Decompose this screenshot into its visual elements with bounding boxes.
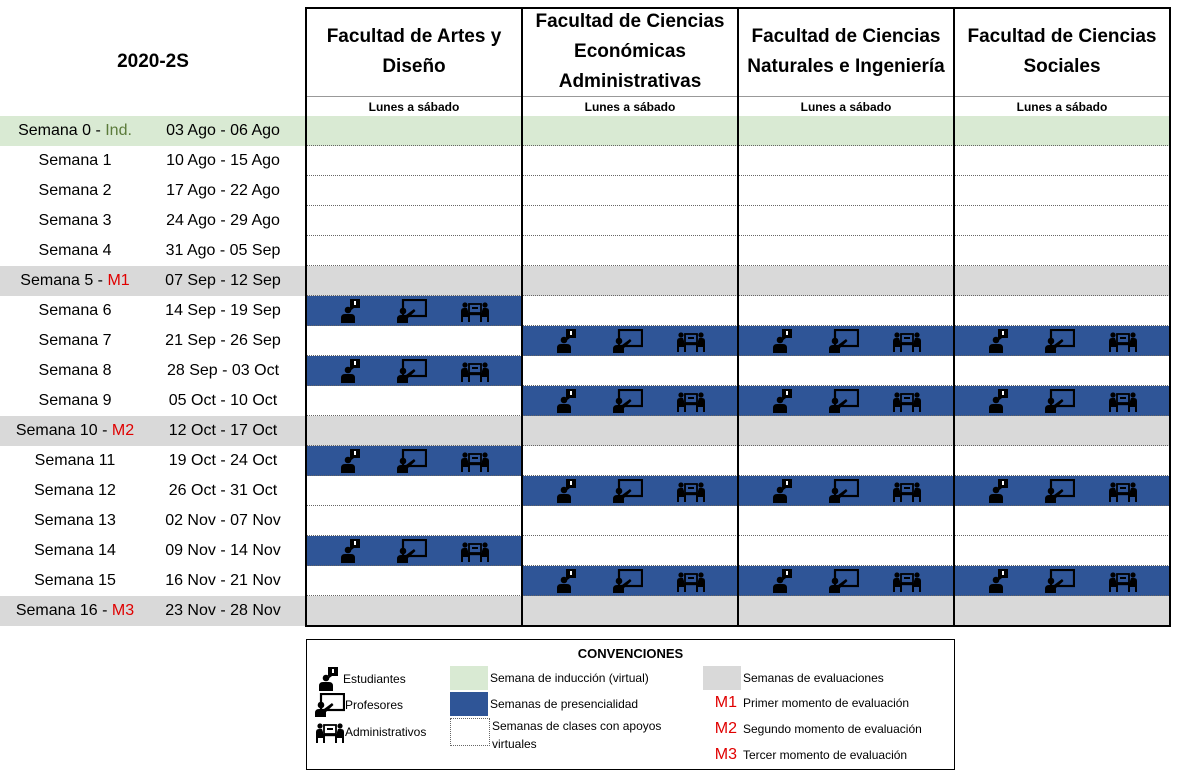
week-name: [0, 602, 150, 620]
week-row-label: [0, 446, 306, 476]
induction-tag: Ind.: [105, 122, 132, 139]
week-name: [0, 182, 150, 200]
admin-icon: [676, 569, 706, 593]
grid-vline: [1169, 8, 1171, 626]
presencial-cell: [522, 566, 738, 596]
admin-icon: [460, 299, 490, 323]
grid-hline: [305, 7, 1171, 9]
teacher-icon: [829, 479, 859, 503]
teacher-icon: [613, 479, 643, 503]
evaluation-cell: [522, 266, 738, 296]
student-icon: [339, 299, 365, 323]
virtual-cell: [954, 206, 1170, 236]
induction-cell: [738, 116, 954, 146]
presencial-cell: [522, 386, 738, 416]
legend-box: [306, 639, 955, 770]
week-name: [0, 572, 150, 590]
week-name: [0, 332, 150, 350]
admin-icon: [1108, 479, 1138, 503]
teacher-icon: [397, 359, 427, 383]
eval-swatch: [703, 666, 741, 690]
virtual-cell: [738, 296, 954, 326]
teacher-icon: [613, 569, 643, 593]
virtual-cell: [306, 176, 522, 206]
week-row-label: [0, 296, 306, 326]
virtual-cell: [954, 146, 1170, 176]
week-name: [0, 482, 150, 500]
evaluation-cell: [954, 596, 1170, 626]
student-icon: [555, 329, 581, 353]
virtual-cell: [522, 206, 738, 236]
evaluation-cell: [306, 416, 522, 446]
week-name: [0, 452, 150, 470]
virtual-cell: [738, 176, 954, 206]
virtual-cell: [306, 506, 522, 536]
virtual-cell: [738, 206, 954, 236]
student-icon: [555, 479, 581, 503]
admin-icon: [676, 329, 706, 353]
teacher-icon: [1045, 329, 1075, 353]
teacher-icon: [1045, 479, 1075, 503]
virtual-cell: [522, 506, 738, 536]
faculty-header: Facultad de Ciencias Económicas Administrativas: [535, 11, 725, 92]
eval-label: Semanas de evaluaciones: [743, 671, 884, 685]
admin-icon: [460, 539, 490, 563]
week-dates: 28 Sep - 03 Oct: [166, 362, 280, 379]
moment-label-m2: Segundo momento de evaluación: [743, 722, 922, 736]
week-dates: 05 Oct - 10 Oct: [168, 392, 278, 409]
week-name: [0, 512, 150, 530]
student-icon: [771, 329, 797, 353]
presencial-cell: [954, 566, 1170, 596]
faculty-header: Facultad de Artes y Diseño: [326, 26, 502, 77]
week-sep: -: [91, 122, 106, 139]
evaluation-cell: [522, 416, 738, 446]
teacher-icon: [397, 299, 427, 323]
admin-icon: [676, 389, 706, 413]
student-icon: [555, 389, 581, 413]
moment-code-m1: M1: [714, 694, 737, 711]
week-label: Semana 5: [20, 272, 94, 289]
legend-label-admin: Administrativos: [345, 725, 427, 739]
virtual-cell: [522, 356, 738, 386]
teacher-icon: [613, 389, 643, 413]
induction-cell: [522, 116, 738, 146]
induction-cell: [306, 116, 522, 146]
week-sep: -: [97, 602, 112, 619]
legend-moment-m2: [703, 720, 953, 738]
presencial-cell: [306, 536, 522, 566]
virtual-cell: [522, 296, 738, 326]
legend-moment-m3: [703, 746, 953, 764]
presencial-cell: [306, 446, 522, 476]
evaluation-cell: [738, 266, 954, 296]
admin-icon: [892, 389, 922, 413]
virtual-cell: [738, 146, 954, 176]
virtual-cell: [306, 566, 522, 596]
student-icon: [987, 329, 1013, 353]
week-row-label: [0, 386, 306, 416]
student-icon: [317, 667, 343, 691]
moment-label-m1: Primer momento de evaluación: [743, 696, 910, 710]
virtual-cell: [954, 236, 1170, 266]
grid-hline: [305, 625, 1171, 627]
evaluation-cell: [306, 596, 522, 626]
legend-label-students: Estudiantes: [343, 672, 406, 686]
student-icon: [771, 479, 797, 503]
presencial-cell: [738, 566, 954, 596]
week-name: [0, 422, 150, 440]
presencial-label: Semanas de presencialidad: [490, 697, 639, 711]
presencial-cell: [738, 476, 954, 506]
week-name: [0, 122, 150, 140]
week-label: Semana 8: [38, 362, 112, 379]
week-row-label: [0, 356, 306, 386]
moment-label-m3: Tercer momento de evaluación: [743, 748, 908, 762]
teacher-icon: [1045, 389, 1075, 413]
student-icon: [987, 389, 1013, 413]
admin-icon: [460, 359, 490, 383]
week-sep: -: [93, 272, 108, 289]
virtual-cell: [738, 536, 954, 566]
student-icon: [339, 359, 365, 383]
teacher-icon: [829, 389, 859, 413]
faculty-header: Facultad de Ciencias Naturales e Ingeniería: [747, 26, 945, 77]
week-dates: 23 Nov - 28 Nov: [165, 602, 281, 619]
presencial-cell: [306, 356, 522, 386]
evaluation-moment-tag: M1: [107, 272, 130, 289]
virtual-cell: [954, 506, 1170, 536]
week-dates: 16 Nov - 21 Nov: [165, 572, 281, 589]
virtual-cell: [738, 356, 954, 386]
moment-code-m2: M2: [714, 720, 737, 737]
week-name: [0, 152, 150, 170]
virtual-cell: [306, 326, 522, 356]
week-label: Semana 3: [38, 212, 112, 229]
evaluation-cell: [306, 266, 522, 296]
week-name: [0, 542, 150, 560]
evaluation-cell: [954, 416, 1170, 446]
week-dates: 02 Nov - 07 Nov: [165, 512, 281, 529]
faculty-days: Lunes a sábado: [954, 96, 1170, 116]
presencial-cell: [954, 326, 1170, 356]
virtual-cell: [954, 356, 1170, 386]
week-dates: 17 Ago - 22 Ago: [166, 182, 280, 199]
virtual-cell: [738, 446, 954, 476]
week-label: Semana 4: [38, 242, 112, 259]
legend-swatch-induction: [450, 666, 700, 690]
week-dates: 26 Oct - 31 Oct: [168, 482, 278, 499]
legend-moment-m1: [703, 694, 953, 712]
week-row-label: [0, 116, 306, 146]
virtual-cell: [306, 206, 522, 236]
week-dates: 10 Ago - 15 Ago: [166, 152, 280, 169]
virtual-cell: [738, 506, 954, 536]
admin-icon: [892, 329, 922, 353]
week-row-label: [0, 326, 306, 356]
virtual-cell: [522, 176, 738, 206]
admin-icon: [676, 479, 706, 503]
grid-vline: [953, 8, 955, 626]
week-row-label: [0, 206, 306, 236]
week-label: Semana 1: [38, 152, 112, 169]
week-row-label: [0, 596, 306, 626]
presencial-cell: [522, 326, 738, 356]
teacher-icon: [829, 329, 859, 353]
admin-icon: [1108, 389, 1138, 413]
evaluation-moment-tag: M3: [111, 602, 135, 619]
student-icon: [987, 569, 1013, 593]
week-name: [0, 272, 150, 290]
week-label: Semana 11: [34, 452, 116, 469]
week-dates: 21 Sep - 26 Sep: [165, 332, 281, 349]
presencial-cell: [738, 386, 954, 416]
presencial-cell: [522, 476, 738, 506]
evaluation-moment-tag: M2: [111, 422, 135, 439]
presencial-cell: [306, 296, 522, 326]
teacher-icon: [397, 539, 427, 563]
student-icon: [339, 539, 365, 563]
evaluation-cell: [738, 596, 954, 626]
week-label: Semana 10: [15, 422, 98, 439]
legend-swatch-presencial: [450, 692, 700, 716]
week-row-label: [0, 176, 306, 206]
induction-swatch: [450, 666, 488, 690]
virtual-cell: [306, 386, 522, 416]
week-label: Semana 6: [38, 302, 112, 319]
virtual-cell: [306, 146, 522, 176]
student-icon: [555, 569, 581, 593]
week-name: [0, 392, 150, 410]
week-label: Semana 12: [34, 482, 116, 499]
faculty-days: Lunes a sábado: [522, 96, 738, 116]
week-label: Semana 16: [15, 602, 98, 619]
presencial-cell: [738, 326, 954, 356]
week-dates: 03 Ago - 06 Ago: [166, 122, 280, 139]
admin-icon: [315, 720, 345, 744]
virtual-label: Semanas de clases con apoyos virtuales: [492, 719, 662, 751]
week-name: [0, 302, 150, 320]
legend-title: CONVENCIONES: [577, 646, 684, 661]
week-row-label: [0, 416, 306, 446]
week-label: Semana 15: [34, 572, 116, 589]
legend-item-admin: [315, 720, 426, 744]
week-row-label: [0, 476, 306, 506]
teacher-icon: [397, 449, 427, 473]
evaluation-cell: [522, 596, 738, 626]
week-dates: 07 Sep - 12 Sep: [165, 272, 281, 289]
moment-code-m3: M3: [714, 746, 737, 763]
evaluation-cell: [738, 416, 954, 446]
virtual-cell: [306, 476, 522, 506]
faculty-header: Facultad de Ciencias Sociales: [967, 26, 1157, 77]
student-icon: [987, 479, 1013, 503]
week-row-label: [0, 506, 306, 536]
week-name: [0, 212, 150, 230]
week-dates: 12 Oct - 17 Oct: [168, 422, 278, 439]
virtual-cell: [522, 146, 738, 176]
presencial-cell: [954, 386, 1170, 416]
student-icon: [771, 569, 797, 593]
student-icon: [339, 449, 365, 473]
teacher-icon: [1045, 569, 1075, 593]
teacher-icon: [829, 569, 859, 593]
virtual-cell: [522, 236, 738, 266]
grid-vline: [305, 8, 307, 626]
week-label: Semana 7: [38, 332, 112, 349]
faculty-days: Lunes a sábado: [738, 96, 954, 116]
legend-item-students: [317, 667, 406, 691]
week-label: Semana 13: [34, 512, 116, 529]
week-dates: 31 Ago - 05 Sep: [165, 242, 281, 259]
week-dates: 19 Oct - 24 Oct: [168, 452, 278, 469]
week-dates: 24 Ago - 29 Ago: [166, 212, 280, 229]
week-label: Semana 2: [38, 182, 112, 199]
virtual-cell: [522, 446, 738, 476]
admin-icon: [1108, 569, 1138, 593]
virtual-cell: [522, 536, 738, 566]
admin-icon: [892, 479, 922, 503]
term-title: 2020-2S: [117, 51, 189, 72]
presencial-swatch: [450, 692, 488, 716]
week-sep: -: [97, 422, 112, 439]
teacher-icon: [613, 329, 643, 353]
virtual-cell: [954, 176, 1170, 206]
induction-label: Semana de inducción (virtual): [490, 671, 649, 685]
admin-icon: [1108, 329, 1138, 353]
evaluation-cell: [954, 266, 1170, 296]
week-row-label: [0, 566, 306, 596]
grid-vline: [737, 8, 739, 626]
virtual-cell: [954, 296, 1170, 326]
week-row-label: [0, 236, 306, 266]
admin-icon: [460, 449, 490, 473]
virtual-cell: [954, 536, 1170, 566]
week-label: Semana 14: [34, 542, 116, 559]
week-row-label: [0, 146, 306, 176]
week-row-label: [0, 536, 306, 566]
week-dates: 09 Nov - 14 Nov: [165, 542, 281, 559]
teacher-icon: [315, 693, 345, 717]
admin-icon: [892, 569, 922, 593]
student-icon: [771, 389, 797, 413]
legend-label-teachers: Profesores: [345, 698, 404, 712]
grid-vline: [521, 8, 523, 626]
virtual-swatch: [450, 718, 490, 746]
legend-swatch-eval: [703, 666, 953, 690]
legend-item-teachers: [315, 693, 403, 717]
faculty-days: Lunes a sábado: [306, 96, 522, 116]
week-label: Semana 0: [18, 122, 92, 139]
week-dates: 14 Sep - 19 Sep: [165, 302, 281, 319]
virtual-cell: [306, 236, 522, 266]
virtual-cell: [738, 236, 954, 266]
week-label: Semana 9: [38, 392, 112, 409]
week-name: [0, 362, 150, 380]
presencial-cell: [954, 476, 1170, 506]
induction-cell: [954, 116, 1170, 146]
virtual-cell: [954, 446, 1170, 476]
legend-swatch-virtual: [450, 718, 700, 753]
week-name: [0, 242, 150, 260]
week-row-label: [0, 266, 306, 296]
